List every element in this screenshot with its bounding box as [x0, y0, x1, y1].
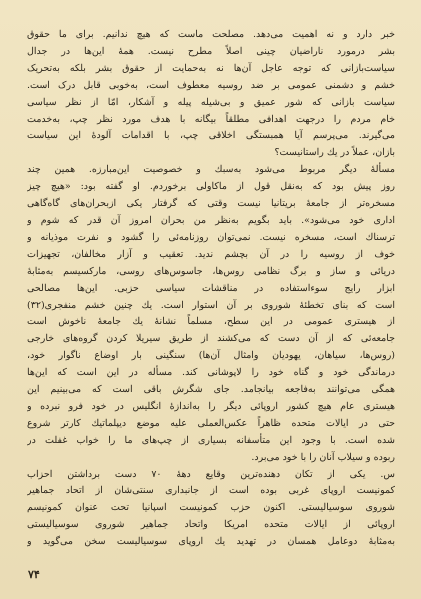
text-line: هیستری عام هیچ کشور اروپائی دیگر را به‌اندازهٔ انگلیس در خود فرو نبرده و — [27, 400, 395, 412]
text-line: شده است. با وجود این متأسفانه بسیاری از چپ‌های ما را خواب غفلت در — [27, 434, 395, 446]
page-number: ۷۴ — [28, 568, 40, 581]
text-line: بازان، عملاً در یك راستانیست؟ — [274, 147, 395, 159]
paragraph-1 — [27, 27, 395, 162]
text-line: خام مردم را درجهت اهدافی مطلقاً بیگانه با هدف مورد نظر چپ، به‌خدمت — [27, 113, 395, 125]
text-line: شوروی سوسیالیستی. اکنون حزب کمونیست اسپانیا تحت عنوان کمونیسم — [27, 502, 395, 514]
text-line: اداری خود می‌شود». باید بگویم به‌نظر من بحران امروز آن قدر که شوم و — [27, 214, 395, 226]
text-line: مسألهٔ دیگر مربوط می‌شود به‌سبك و خصوصیت این‌مبارزه. همین چند — [27, 164, 395, 176]
paragraph-3 — [27, 467, 395, 552]
text-line: ترسناك است، مسخره نیست. نمی‌توان روزنامه‌ئی را گشود و نفرت موذیانه و — [27, 231, 395, 243]
body-text — [27, 27, 395, 551]
text-line: به‌مثابهٔ دوعامل همسان در تهدید یك اروپای سوسیالیست سخن می‌گوید و — [27, 536, 395, 548]
text-line: جامعه‌ئی که از آن دست که می‌کشند از طریق سیریلا کردن گروه‌های خارجی — [27, 333, 395, 345]
paragraph-2 — [27, 162, 395, 466]
text-line: درماندگی خود و گناه خود را لاپوشانی کند. مسأله در این است که این‌ها — [27, 367, 395, 379]
text-line: خبر دارد و نه اهمیت می‌دهد. مصلحت ماست که هیچ ندانیم. برای ما حقوق — [27, 29, 395, 40]
text-line: می‌گیرند. می‌پرسم آیا همبستگی اخلاقی چپ، با اقدامات آلودهٔ این سیاست — [27, 130, 395, 142]
text-line: مسخره‌تر از جامعهٔ بریتانیا نیست وقتی که گرفتار یکی ازبحران‌های گاه‌گاهی — [27, 198, 395, 210]
text-line: دریائی و ساز و برگ نظامی روس‌ها، جاسوس‌های روسی، مارکسیسم به‌مثابهٔ — [27, 265, 395, 277]
text-line: سیاست بازانی که شور عمیق و بی‌شیله پیله و آشکار، امّا از نظر سیاسی — [27, 96, 395, 108]
text-line: خوف از روسیه را در آن بچشم ندید. تعقیب و آزار مخالفان، تجهیزات — [27, 248, 395, 260]
text-line: است که بنای تخطئهٔ شوروی بر آن استوار است. یك چنین خشم منفجری(۳۲) — [27, 299, 395, 311]
text-line: سیاست‌بازانی که توجه عاجل آن‌ها نه به‌حمایت از حقوق بشر بلکه به‌تحریک — [27, 62, 395, 74]
text-line: ربوده و سیلاب آنان را با خود می‌برد. — [251, 451, 395, 463]
text-line: بشر درمورد ناراضیان چینی اصلاً مطرح نیست. همهٔ این‌ها در جدال — [27, 45, 395, 57]
text-line: از هیستری عمومی در این سطح، مسلماً نشانهٔ یك جامعهٔ ناخوش است — [27, 316, 395, 328]
text-line: (روس‌ها، سیاهان، یهودیان وامثال آن‌ها) سنگینی بار اوضاع ناگوار خود، — [27, 350, 395, 362]
text-line: خشم و دشمنی عمومی بر ضد روسیه معطوف است، به‌خوبی قابل درک است. — [27, 79, 395, 91]
text-line: س. یکی از تکان دهنده‌ترین وقایع دههٔ ۷۰ دست برداشتن احزاب — [27, 468, 395, 480]
text-line: همگی می‌توانند به‌فاجعه بیانجامد. جای شگرش باقی است که می‌بینیم این — [27, 384, 395, 396]
text-line: کمونیست اروپای غربی بوده است از جانبداری سنتی‌شان از اتحاد جماهیر — [27, 485, 395, 497]
text-line: ابزار رایج سوءاستفاده در مناقشات سیاسی حزبی. این‌ها مصالحی — [27, 282, 395, 294]
text-line: اروپائی از ایالات متحده امریکا واتحاد جماهیر شوروی سوسیالیستی — [27, 519, 395, 531]
text-line: روز پیش بود که به‌نقل قول از ماکاولی برخوردم. او گفته بود: «هیچ چیز — [27, 181, 395, 193]
text-line: حتی در ایالات متحده ظاهراً عکس‌العملی علیه موضع دیپلماتیك کارتر شروع — [27, 417, 395, 429]
